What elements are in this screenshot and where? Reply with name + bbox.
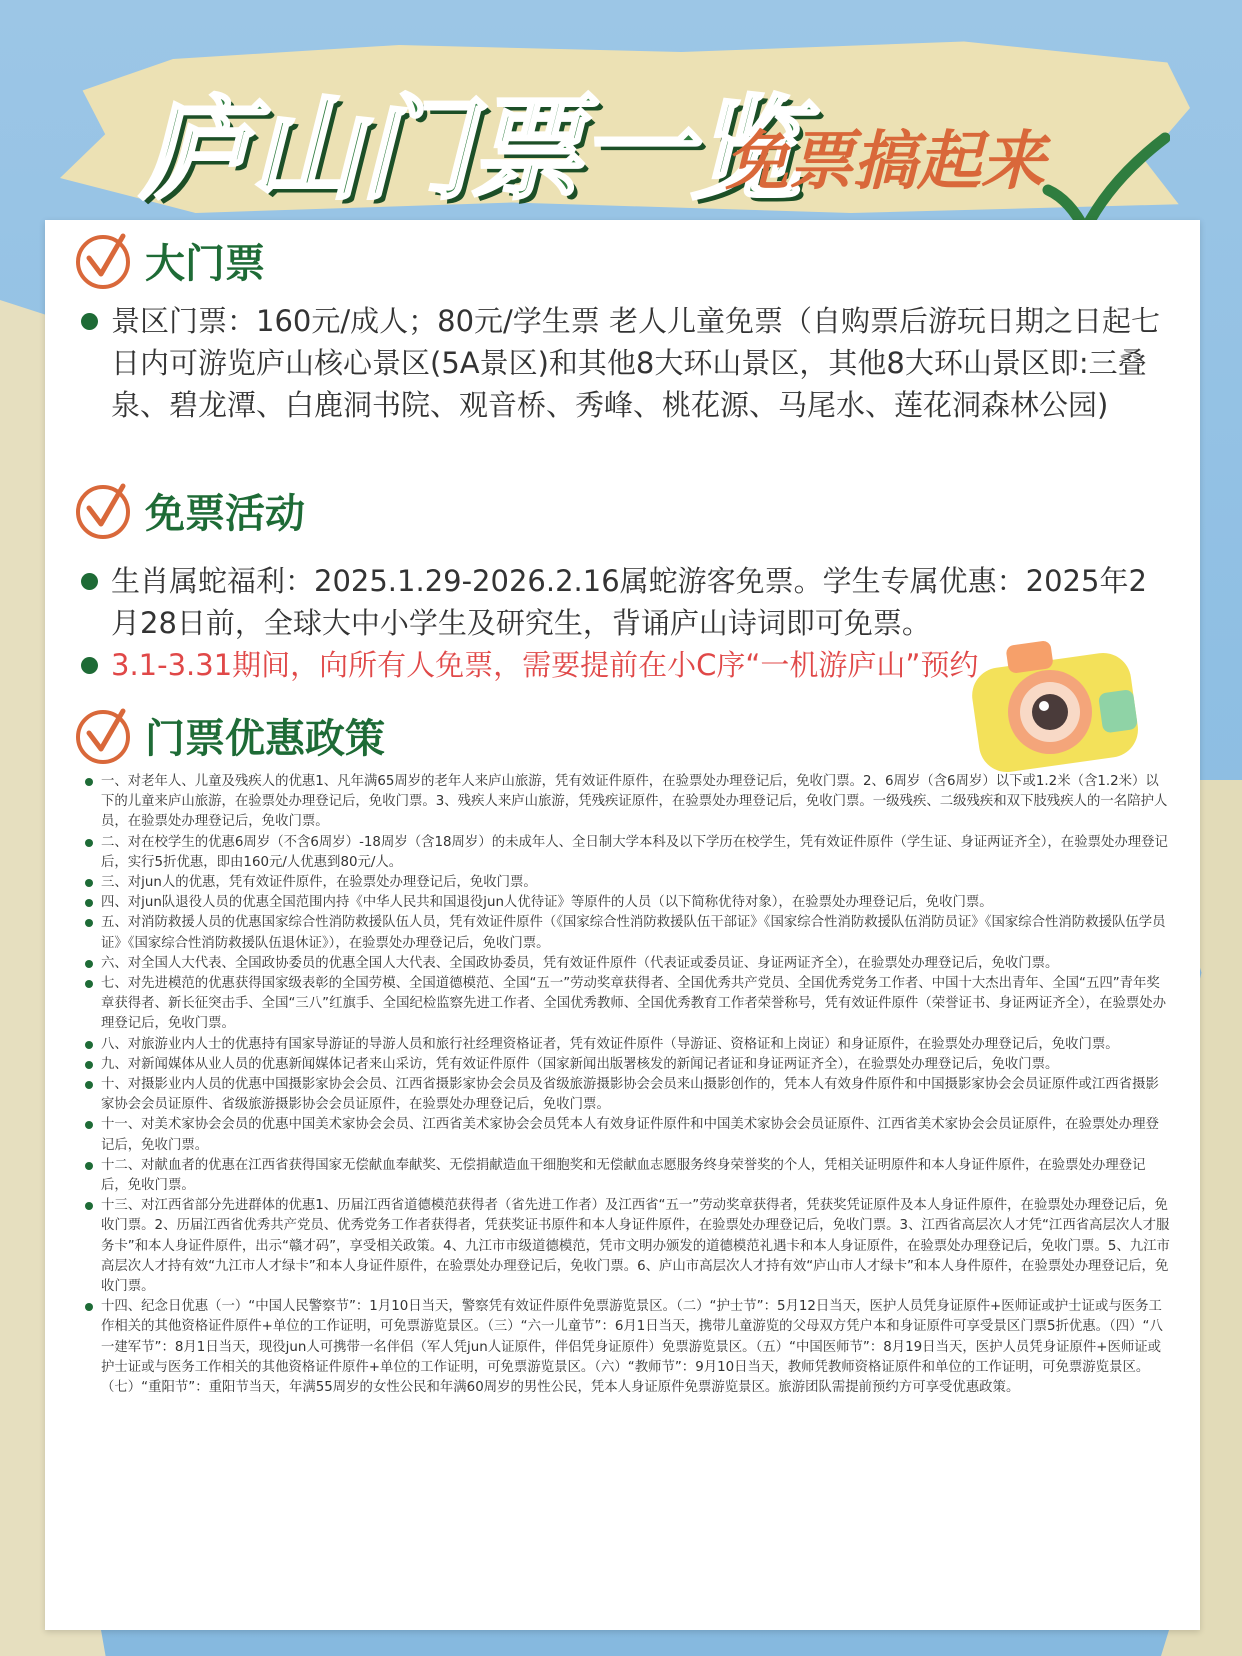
checkmark-circle-icon — [73, 230, 133, 290]
bullet-dot-icon — [85, 879, 93, 887]
policy-text: 十、对摄影业内人员的优惠中国摄影家协会会员、江西省摄影家协会会员及省级旅游摄影协会会员来山摄影创作的，凭本人有效身件原件和中国摄影家协会会员证原件或江西省摄影家协会会员证原件、省级旅游摄影协会会员证原件，在验票处办理登记后，免收门票。 — [101, 1077, 1159, 1113]
bullet-dot-icon — [85, 778, 93, 786]
checkmark-circle-icon — [73, 480, 133, 540]
bullet-dot-icon — [85, 1303, 93, 1311]
policy-text: 七、对先进模范的优惠获得国家级表彰的全国劳模、全国道德模范、全国“五一”劳动奖章获得者、全国优秀共产党员、全国优秀党务工作者、中国十大杰出青年、全国“五四”青年奖章获得者、新长征突击手、全国“三八”红旗手、全国纪检监察先进工作者、全国优秀教师、全国优秀教育工作者荣誉称号，凭有效证件原件（荣誉证书、身证两证齐全），在验票处办理登记后，免收门票。 — [101, 976, 1167, 1032]
policy-text: 六、对全国人大代表、全国政协委员的优惠全国人大代表、全国政协委员，凭有效证件原件（代表证或委员证、身证两证齐全），在验票处办理登记后，免收门票。 — [101, 955, 1059, 971]
bullet-dot-icon — [85, 839, 93, 847]
policy-text: 一、对老年人、儿童及残疾人的优惠1、凡年满65周岁的老年人来庐山旅游，凭有效证件原件，在验票处办理登记后，免收门票。2、6周岁（含6周岁）以下或1.2米（含1.2米）以下的儿童来庐山旅游，在验票处办理登记后，免收门票。3、残疾人来庐山旅游，凭残疾证原件，在验票处办理登记后，免收门票。一级残疾、二级残疾和双下肢残疾人的一名陪护人员，在验票处办理登记后，免收门票。 — [101, 774, 1168, 830]
page-title: 庐山门票一览 — [140, 85, 800, 215]
section-header-discount-policy — [73, 705, 385, 765]
bullet-dot-icon — [81, 573, 98, 590]
bullet-dot-icon — [85, 1121, 93, 1129]
bullet-dot-icon — [85, 960, 93, 968]
policy-item — [85, 893, 1170, 913]
section-title: 免票活动 — [145, 490, 305, 537]
list-item — [81, 300, 1160, 426]
policy-text: 五、对消防救援人员的优惠国家综合性消防救援队伍人员，凭有效证件原件（《国家综合性消防救援队伍干部证》《国家综合性消防救援队伍消防员证》《国家综合性消防救援队伍学员证》《国家综合性消防救援队伍退休证》），在验票处办理登记后，免收门票。 — [101, 915, 1166, 951]
checkmark-circle-icon — [73, 705, 133, 765]
policy-item — [85, 873, 1170, 893]
camera-icon — [970, 630, 1160, 780]
policy-text: 十二、对献血者的优惠在江西省获得国家无偿献血奉献奖、无偿捐献造血干细胞奖和无偿献血志愿服务终身荣誉奖的个人，凭相关证明原件和本人身证件原件，在验票处办理登记后，免收门票。 — [101, 1157, 1146, 1194]
policy-text: 十三、对江西省部分先进群体的优惠1、历届江西省道德模范获得者（省先进工作者）及江西省“五一”劳动奖章获得者，凭获奖凭证原件及本人身证件原件，在验票处办理登记后，免收门票。2、历届江西省优秀共产党员、优秀党务工作者获得者，凭获奖证书原件和本人身证件原件，在验票处办理登记后，免收门票。3、江西省高层次人才凭“江西省高层次人才服务卡”和本人身证件原件，出示“赣才码”，享受相关政策。4、九江市市级道德模范，凭市文明办颁发的道德模范礼遇卡和本人身证原件，在验票处办理登记后，免收门票。5、九江市高层次人才持有效“九江市人才绿卡”和本人身证件原件，在验票处办理登记后，免收门票。6、庐山市高层次人才持有效“庐山市人才绿卡”和本人身件原件，在验票处办理登记后，免收门票。 — [101, 1198, 1170, 1295]
gate-ticket-list — [81, 300, 1160, 426]
bullet-dot-icon — [85, 1081, 93, 1089]
section-header-free-activity — [73, 480, 305, 540]
policy-text: 八、对旅游业内人士的优惠持有国家导游证的导游人员和旅行社经理资格证者，凭有效证件原件（导游证、资格证和上岗证）和身证原件，在验票处办理登记后，免收门票。 — [101, 1036, 1119, 1052]
bullet-dot-icon — [85, 980, 93, 988]
list-item-text: 景区门票：160元/成人；80元/学生票 老人儿童免票（自购票后游玩日期之日起七日内可游览庐山核心景区(5A景区)和其他8大环山景区，其他8大环山景区即:三叠泉、碧龙潭、白鹿洞书院、观音桥、秀峰、桃花源、马尾水、莲花洞森林公园) — [111, 304, 1161, 422]
policy-item — [85, 1196, 1170, 1297]
list-item-text: 生肖属蛇福利：2025.1.29-2026.2.16属蛇游客免票。学生专属优惠：2025年2月28日前，全球大中小学生及研究生，背诵庐山诗词即可免票。 — [111, 564, 1147, 640]
policy-item — [85, 1075, 1170, 1115]
policy-text: 十一、对美术家协会会员的优惠中国美术家协会会员、江西省美术家协会会员凭本人有效身证件原件和中国美术家协会会员证原件、江西省美术家协会会员证原件，在验票处办理登记后，免收门票。 — [101, 1117, 1159, 1153]
bullet-dot-icon — [85, 899, 93, 907]
policy-text: 九、对新闻媒体从业人员的优惠新闻媒体记者来山采访，凭有效证件原件（国家新闻出版署核发的新闻记者证和身证两证齐全），在验票处办理登记后，免收门票。 — [101, 1056, 1059, 1072]
bullet-dot-icon — [85, 1061, 93, 1069]
policy-item — [85, 1297, 1170, 1398]
policy-item — [85, 1035, 1170, 1055]
policy-item — [85, 974, 1170, 1035]
policy-text: 四、对jun队退役人员的优惠全国范围内持《中华人民共和国退役jun人优待证》等原件的人员（以下简称优待对象），在验票处办理登记后，免收门票。 — [101, 895, 993, 911]
bullet-dot-icon — [85, 1041, 93, 1049]
policy-text: 二、对在校学生的优惠6周岁（不含6周岁）-18周岁（含18周岁）的未成年人、全日制大学本科及以下学历在校学生，凭有效证件原件（学生证、身证两证齐全），在验票处办理登记后，实行5折优惠，即由160元/人优惠到80元/人。 — [101, 834, 1168, 870]
highlight-text: 3.1-3.31期间，向所有人免票，需要提前在小C序“一机游庐山”预约 — [111, 648, 979, 682]
policy-item — [85, 833, 1170, 873]
section-title: 大门票 — [145, 240, 265, 287]
bullet-dot-icon — [85, 1202, 93, 1210]
policy-text: 三、对jun人的优惠，凭有效证件原件，在验票处办理登记后，免收门票。 — [101, 875, 537, 891]
policy-item — [85, 913, 1170, 953]
policy-item — [85, 1156, 1170, 1196]
page-subtitle: 免票搞起来 — [725, 125, 1045, 199]
bullet-dot-icon — [85, 1162, 93, 1170]
content-card — [45, 220, 1200, 1630]
bullet-dot-icon — [81, 313, 98, 330]
policy-item — [85, 772, 1170, 833]
policy-item — [85, 1115, 1170, 1155]
discount-policy-list — [85, 772, 1170, 1398]
policy-text: 十四、纪念日优惠（一）“中国人民警察节”：1月10日当天，警察凭有效证件原件免票游览景区。（二）“护士节”：5月12日当天，医护人员凭身证原件+医师证或护士证或与医务工作相关的其他资格证件原件+单位的工作证明，可免票游览景区。（三）“六一儿童节”：6月1日当天，携带儿童游览的父母双方凭户本和身证原件可享受景区门票5折优惠。（四）“八一建军节”：8月1日当天，现役jun人可携带一名伴侣（军人凭jun人证原件，伴侣凭身证原件）免票游览景区。（五）“中国医师节”：8月19日当天，医护人员凭身证原件+医师证或护士证或与医务工作相关的其他资格证件原件+单位的工作证明，可免票游览景区。（六）“教师节”：9月10日当天，教师凭教师资格证原件和单位的工作证明，可免票游览景区。（七）“重阳节”：重阳节当天，年满55周岁的女性公民和年满60周岁的男性公民，凭本人身证原件免票游览景区。旅游团队需提前预约方可享受优惠政策。 — [101, 1299, 1163, 1396]
bullet-dot-icon — [85, 919, 93, 927]
policy-item — [85, 1055, 1170, 1075]
bullet-dot-icon — [81, 657, 98, 674]
section-title: 门票优惠政策 — [145, 715, 385, 762]
section-header-gate-ticket — [73, 230, 265, 290]
policy-item — [85, 954, 1170, 974]
